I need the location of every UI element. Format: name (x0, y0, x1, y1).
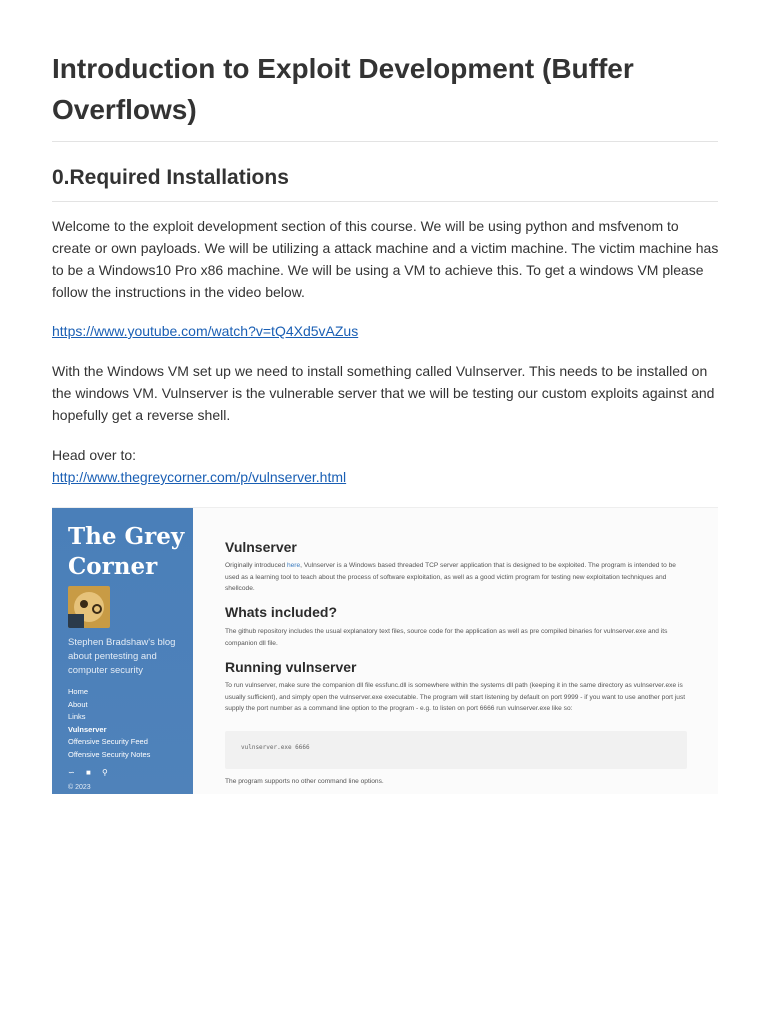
greycorner-link[interactable]: http://www.thegreycorner.com/p/vulnserver.html (52, 469, 347, 485)
heading-running: Running vulnserver (225, 659, 357, 675)
avatar (68, 586, 110, 628)
here-link[interactable]: here (286, 562, 301, 569)
vulnserver-paragraph: With the Windows VM set up we need to install something called Vulnserver. This needs to be installed on the windows VM. Vulnserver is the vulnerable server that we will be testing our custom exploits against and hopefully get a reverse shell. (52, 363, 715, 423)
nav-item-about[interactable]: About (68, 699, 88, 709)
code-text: vulnserver.exe 6666 (241, 744, 310, 751)
head-over-paragraph (52, 444, 720, 488)
screenshot-sidebar (52, 508, 193, 794)
running-description: To run vulnserver, make sure the companion dll file essfunc.dll is somewhere within the systems dll path (keeping it in the same directory as vulnserver.exe is usually sufficient), and simply open the vulnserver.exe executable. The program will start listening by default on port 9999 - if you want to use another port just supply the port number as a command line option to the program - e.g. to listen on port 6666 run vulnserver.exe like so: (225, 682, 686, 712)
sidebar-nav (68, 686, 190, 761)
title-divider (52, 141, 718, 142)
brand-title: The Grey Corner (68, 523, 185, 580)
tag-icon[interactable]: ■ (85, 768, 91, 777)
section-title: 0.Required Installations (52, 166, 289, 189)
heading-whats-included: Whats included? (225, 604, 337, 620)
vulnserver-description: Originally introduced here, Vulnserver is a Windows based threaded TCP server application that is designed to be exploited. The program is intended to be used as a learning tool to teach about the process of software exploitation, as well as a good victim program for testing new exploitation techniques and shellcode. (225, 562, 676, 592)
nav-item-offsec-notes[interactable]: Offensive Security Notes (68, 749, 151, 759)
included-description: The github repository includes the usual explanatory text files, source code for the application as well as pre compiled binaries for vulnserver.exe and its companion dll file. (225, 628, 668, 647)
copyright: © 2023 (68, 784, 91, 791)
no-options-text: The program supports no other command line options. (225, 778, 384, 785)
sidebar-icons (68, 768, 117, 777)
page-title: Introduction to Exploit Development (Buffer Overflows) (52, 53, 634, 125)
embedded-screenshot (52, 507, 718, 794)
code-block (225, 731, 687, 769)
nav-item-vulnserver[interactable]: Vulnserver (68, 724, 107, 734)
intro-paragraph: Welcome to the exploit development section of this course. We will be using python and msfvenom to create or own payloads. We will be utilizing a attack machine and a victim machine. The victim machine has to be a Windows10 Pro x86 machine. We will be using a VM to achieve this. To get a windows VM please follow the instructions in the video below. (52, 218, 719, 300)
nav-item-home[interactable]: Home (68, 687, 89, 696)
head-over-text: Head over to: (52, 447, 137, 463)
screenshot-content (225, 508, 695, 794)
youtube-link-paragraph (52, 320, 720, 342)
search-icon[interactable]: ⚲ (102, 768, 108, 777)
section-divider (52, 201, 718, 202)
nav-item-links[interactable]: Links (68, 712, 86, 721)
rss-icon[interactable]: ∽ (68, 768, 75, 777)
blog-tagline: Stephen Bradshaw's blog about pentesting and computer security (68, 637, 176, 676)
nav-item-offsec-feed[interactable]: Offensive Security Feed (68, 737, 148, 746)
heading-vulnserver: Vulnserver (225, 539, 297, 555)
youtube-link[interactable]: https://www.youtube.com/watch?v=tQ4Xd5vAZus (52, 323, 359, 339)
